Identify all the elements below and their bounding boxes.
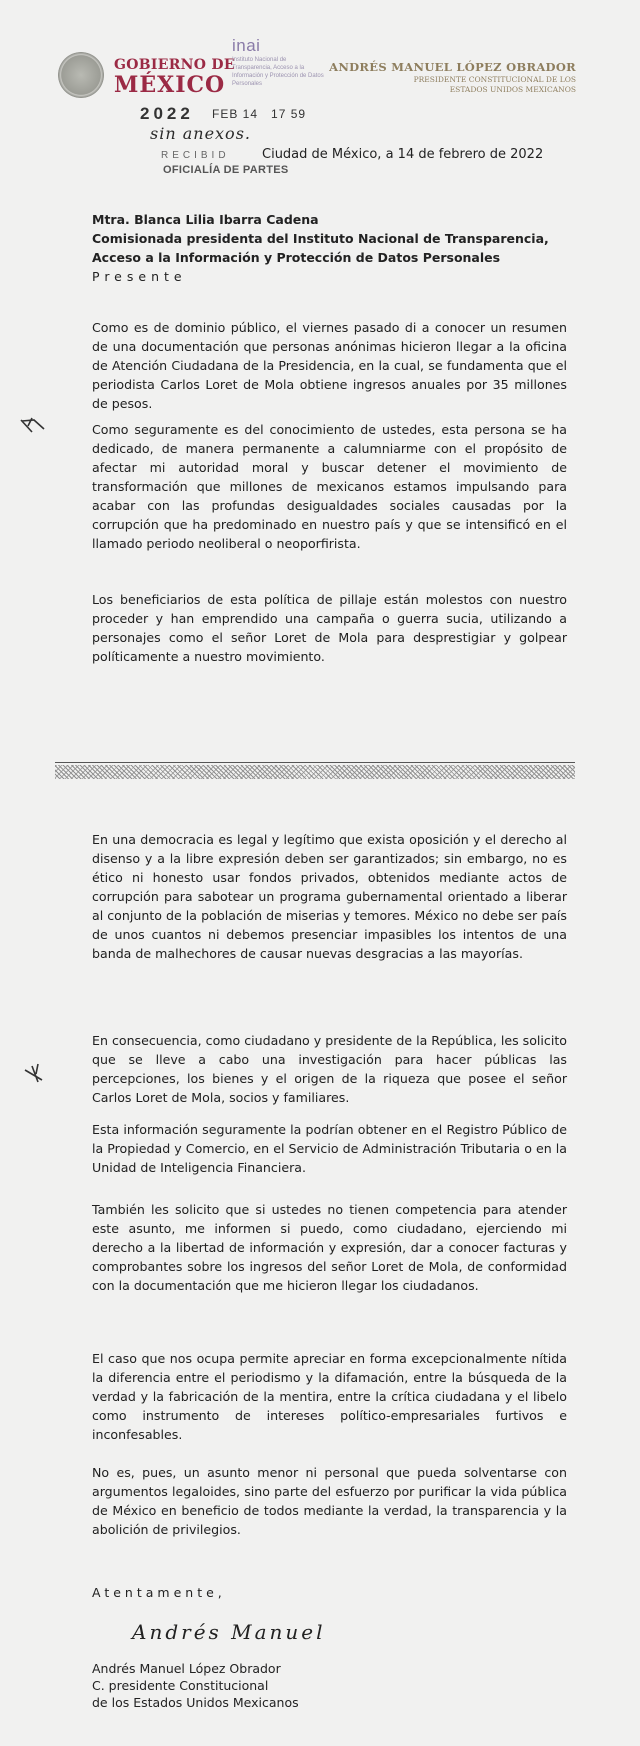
recipient-title-line2: Acceso a la Información y Protección de Datos Personales	[92, 250, 501, 265]
government-logo-line2: MÉXICO	[114, 72, 226, 98]
body-paragraph-5: En consecuencia, como ciudadano y presidente de la República, les solicito que se lleve a cabo una investigación para hacer públicas las percepciones, los bienes y el origen de la riqueza que posee el señor Carlos Loret de Mola, socios y familiares.	[92, 1033, 567, 1105]
office-stamp: OFICIALÍA DE PARTES	[163, 164, 289, 176]
handwritten-signature: Andrés Manuel	[132, 1620, 326, 1644]
signer-title-line1: C. presidente Constitucional	[92, 1678, 269, 1693]
body-paragraph-9: No es, pues, un asunto menor ni personal que pueda solventarse con argumentos legaloides, sino parte del esfuerzo por purificar la vida pública de México en beneficio de todos mediante la verdad, la transparencia y la abolición de privilegios.	[92, 1465, 567, 1537]
stamp-year: 2022	[140, 104, 194, 123]
government-logo-line1: GOBIERNO DE	[114, 57, 235, 73]
margin-initial-mark-icon	[18, 412, 48, 442]
body-paragraph-4: En una democracia es legal y legítimo que exista oposición y el derecho al disenso y a la libre expresión deben ser garantizados; sin embargo, no es ético ni honesto usar fondos privados, obtenidos mediante actos de corrupción para sabotear un programa gubernamental orientado a liberar al conjunto de la población de miserias y temores. México no debe ser país de unos cuantos ni debemos presenciar impasibles los intentos de una banda de malhechores de causar nuevas desgracias a las mayorías.	[92, 832, 567, 961]
body-paragraph-1: Como es de dominio público, el viernes pasado di a conocer un resumen de una documentación que personas anónimas hicieron llegar a la oficina de Atención Ciudadana de la Presidencia, en la cual, se fundamenta que el periodista Carlos Loret de Mola obtiene ingresos anuales por 35 millones de pesos.	[92, 320, 567, 411]
president-name-header: ANDRÉS MANUEL LÓPEZ OBRADOR	[329, 60, 576, 74]
president-title-header	[414, 75, 576, 95]
inai-stamp-subtitle: Instituto Nacional de Transparencia, Acceso a la Información y Protección de Datos Personales	[232, 57, 324, 87]
recipient-name: Mtra. Blanca Lilia Ibarra Cadena	[92, 212, 319, 227]
inai-stamp-logo: inai	[232, 36, 261, 55]
body-paragraph-3: Los beneficiarios de esta política de pillaje están molestos con nuestro proceder y han emprendido una campaña o guerra sucia, utilizando a personajes como el señor Loret de Mola para desprestigiar y golpear políticamente a nuestro movimiento.	[92, 592, 567, 664]
stamp-date-time: FEB 14 17 59	[212, 107, 307, 121]
received-stamp: RECIBID	[161, 150, 230, 161]
margin-initial-mark-icon	[20, 1060, 50, 1090]
signer-name: Andrés Manuel López Obrador	[92, 1661, 281, 1676]
page-divider-line	[55, 762, 575, 763]
body-paragraph-2: Como seguramente es del conocimiento de ustedes, esta persona se ha dedicado, de manera permanente a calumniarme con el propósito de afectar mi autoridad moral y buscar detener el movimiento de transformación que millones de mexicanos estamos impulsando para acabar con las profundas desigualdades sociales causadas por la corrupción que ha predominado en nuestro país y que se intensificó en el llamado periodo neoliberal o neoporfirista.	[92, 422, 567, 551]
president-title-line1: PRESIDENTE CONSTITUCIONAL DE LOS	[413, 75, 576, 84]
signer-block	[92, 1660, 299, 1711]
national-seal-icon	[58, 52, 104, 98]
body-paragraph-8: El caso que nos ocupa permite apreciar en forma excepcionalmente nítida la diferencia entre el periodismo y la difamación, entre la búsqueda de la verdad y la fabricación de la mentira, entre la crítica ciudadana y el libelo como instrumento de intereses político-empresariales furtivos e inconfesables.	[92, 1351, 567, 1442]
salutation: Presente	[92, 269, 187, 284]
body-paragraph-7: También les solicito que si ustedes no tienen competencia para atender este asunto, me informen si puedo, como ciudadano, ejerciendo mi derecho a la libertad de información y expresión, dar a conocer facturas y comprobantes sobre los ingresos del señor Loret de Mola, de conformidad con la documentación que me hicieron llegar los ciudadanos.	[92, 1202, 567, 1293]
body-paragraph-6: Esta información seguramente la podrían obtener en el Registro Público de la Propiedad y Comercio, en el Servicio de Administración Tributaria o en la Unidad de Inteligencia Financiera.	[92, 1122, 567, 1175]
valediction: Atentamente,	[92, 1585, 226, 1600]
security-pattern-band	[55, 765, 575, 779]
recipient-title-line1: Comisionada presidenta del Instituto Nacional de Transparencia,	[92, 231, 549, 246]
president-title-line2: ESTADOS UNIDOS MEXICANOS	[449, 85, 576, 94]
signer-title-line2: de los Estados Unidos Mexicanos	[92, 1695, 299, 1710]
handwritten-note: sin anexos.	[150, 124, 251, 143]
letter-date: Ciudad de México, a 14 de febrero de 2022	[262, 147, 544, 162]
recipient-block	[92, 210, 549, 286]
